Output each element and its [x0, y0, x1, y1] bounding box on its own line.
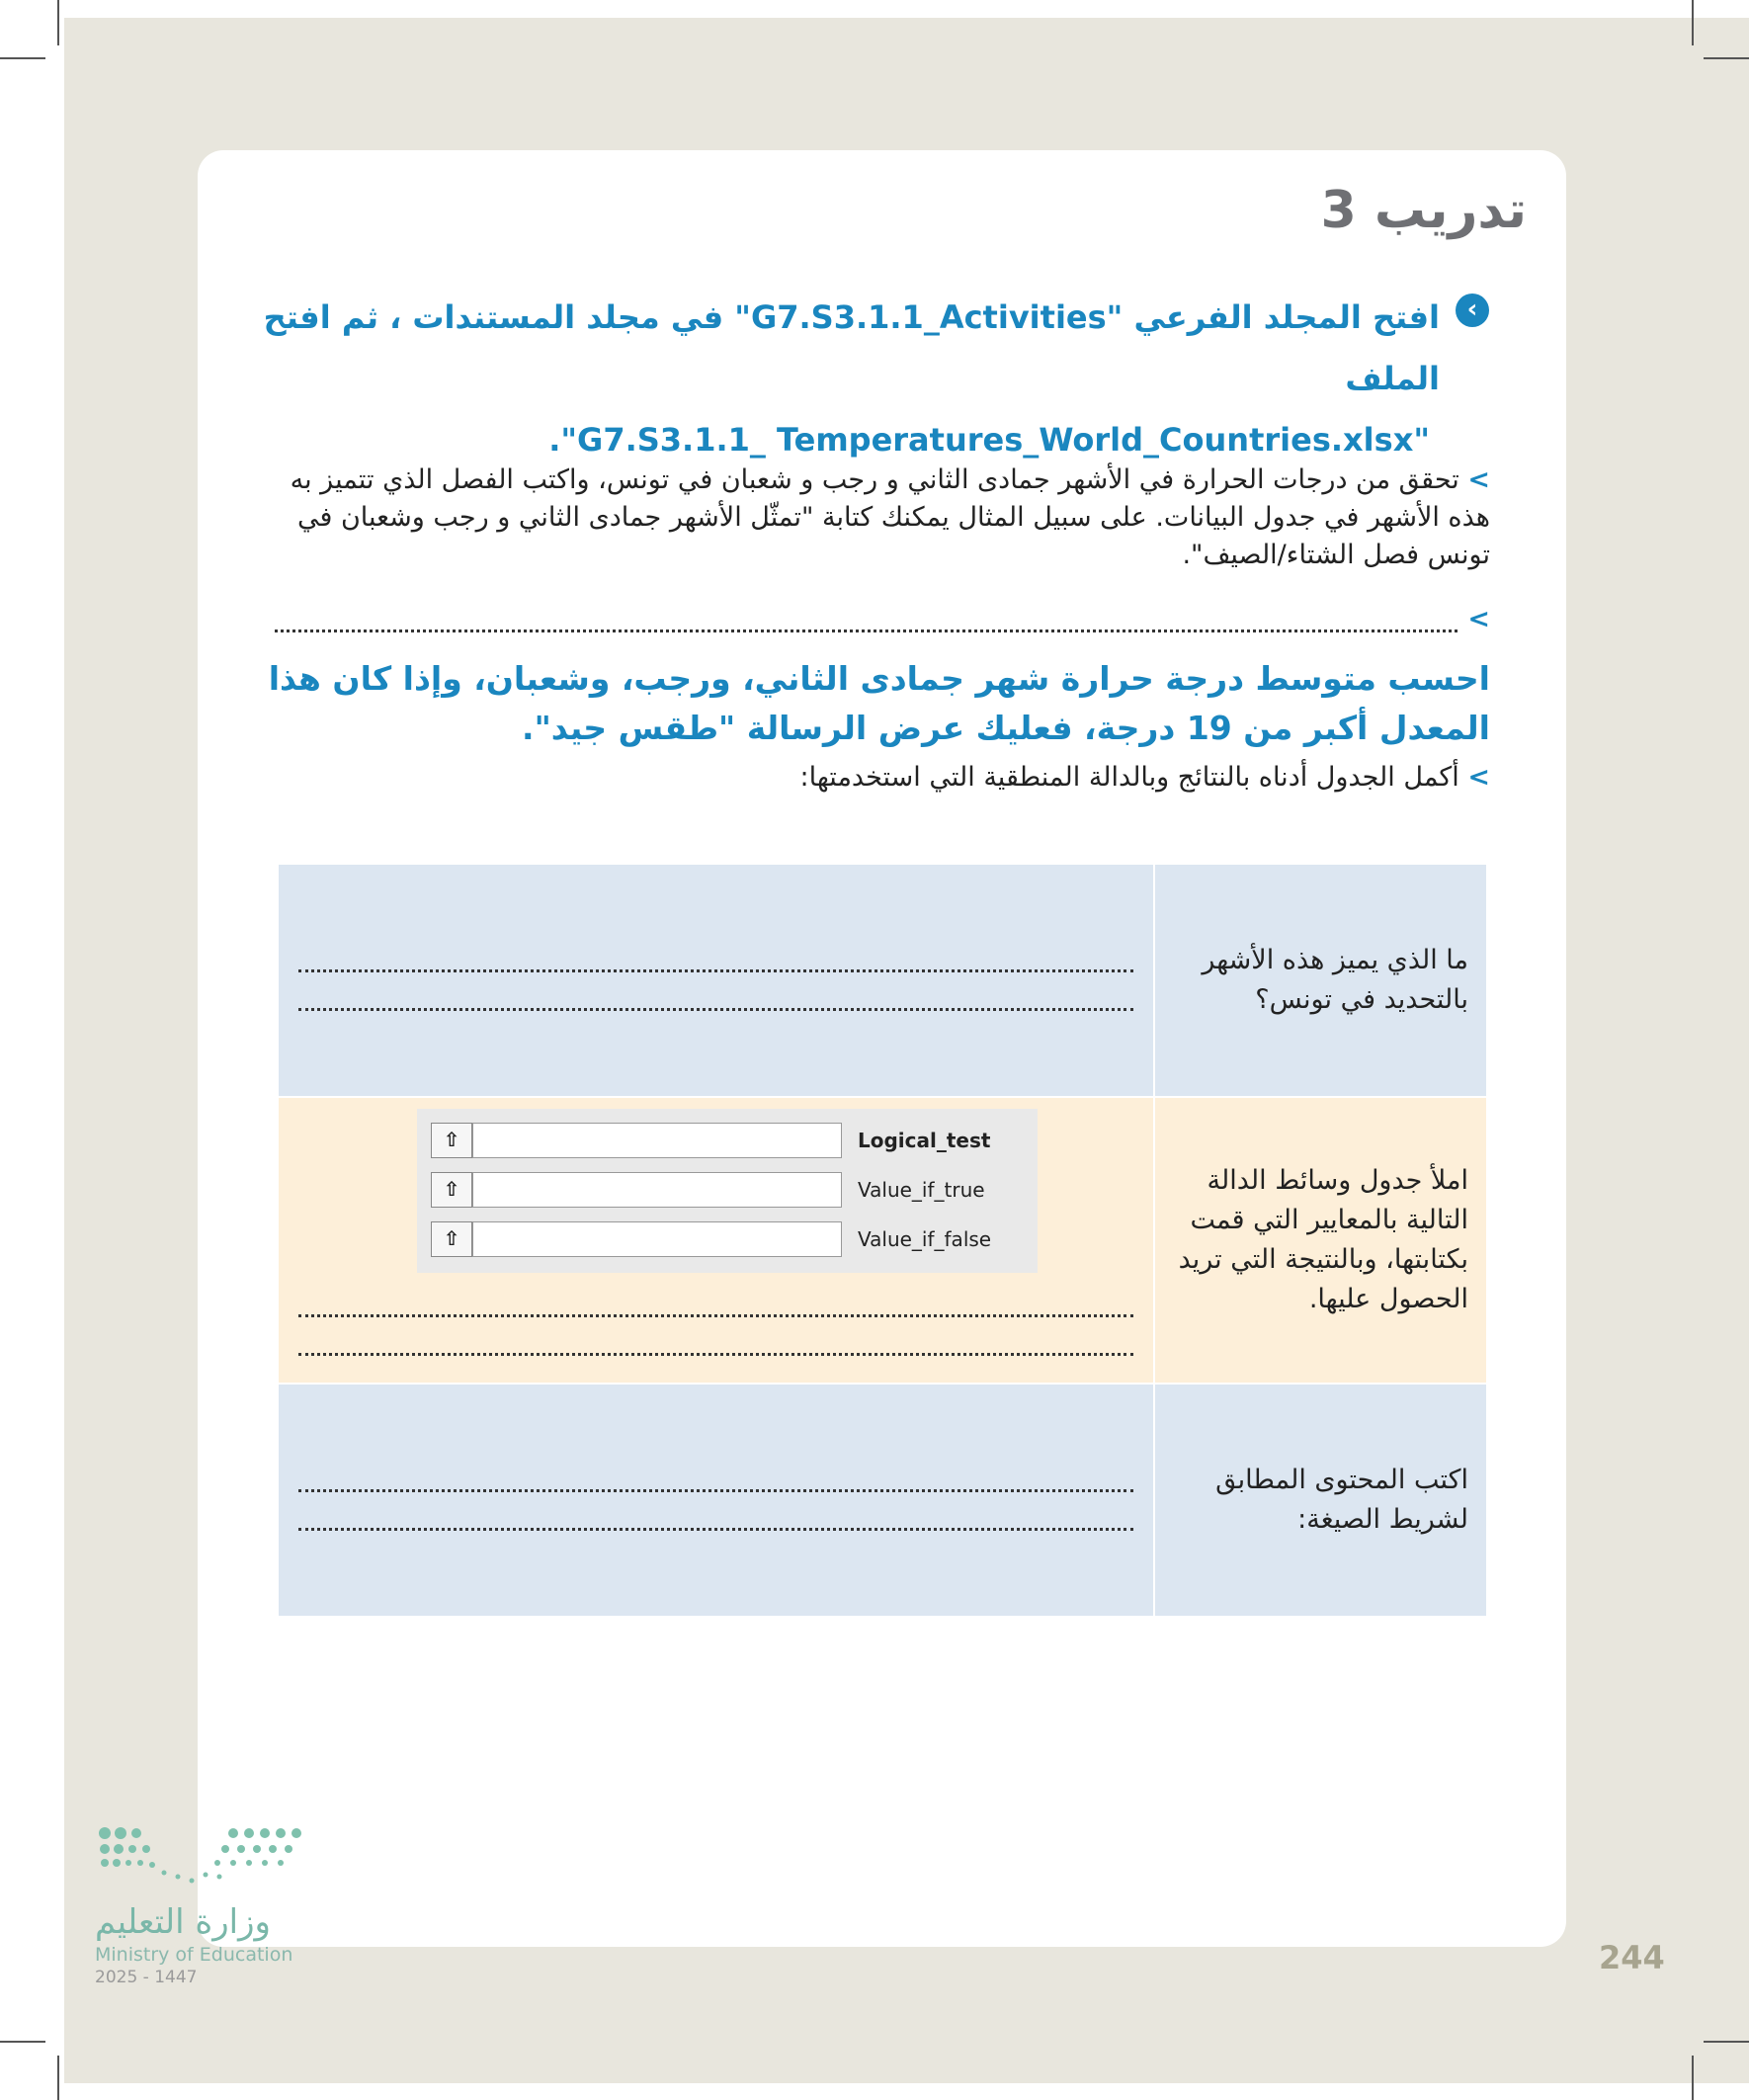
table-row: [278, 864, 1487, 1097]
crop-mark: [1692, 0, 1694, 45]
answer-cell[interactable]: [278, 1384, 1154, 1617]
question-cell: ما الذي يميز هذه الأشهر بالتحديد في تونس؟: [1154, 864, 1487, 1097]
crop-mark: [1704, 2041, 1749, 2043]
answer-line: [275, 601, 1490, 638]
crop-mark: [1704, 57, 1749, 59]
dotted-answer-line[interactable]: [298, 1508, 1133, 1531]
collapse-button[interactable]: ⇧: [431, 1123, 472, 1158]
function-arguments-dialog: [417, 1109, 1038, 1273]
dots-logo-icon: [95, 1823, 312, 1892]
crop-mark: [0, 57, 45, 59]
task2-heading: احسب متوسط درجة حرارة شهر جمادى الثاني، ورجب، وشعبان، وإذا كان هذا المعدل أكبر من 19 درجة، فعليك عرض الرسالة "طقس جيد".: [268, 659, 1490, 747]
crop-mark: [57, 2056, 59, 2100]
dotted-answer-line[interactable]: [298, 1295, 1133, 1317]
answer-cell[interactable]: [278, 864, 1154, 1097]
dotted-answer-line[interactable]: [298, 1333, 1133, 1356]
question-cell: اكتب المحتوى المطابق لشريط الصيغة:: [1154, 1384, 1487, 1617]
dotted-answer-line[interactable]: [298, 950, 1133, 972]
crop-mark: [57, 0, 59, 45]
answer-dotted-field[interactable]: [275, 608, 1458, 632]
dialog-row: [431, 1121, 1024, 1160]
chevron-left-icon: ‹: [1456, 294, 1489, 327]
dialog-row: [431, 1219, 1024, 1259]
logical-test-input[interactable]: [472, 1123, 842, 1158]
ministry-name-ar: وزارة التعليم: [95, 1902, 271, 1942]
bullet-icon: >: [1467, 604, 1490, 634]
bullet-icon: >: [1467, 464, 1490, 495]
value-if-false-input[interactable]: [472, 1221, 842, 1257]
page-number: 244: [1599, 1939, 1665, 1976]
collapse-button[interactable]: ⇧: [431, 1221, 472, 1257]
question-cell: املأ جدول وسائط الدالة التالية بالمعايير التي قمت بكتابتها، وبالنتيجة التي تريد الحصول عليها.: [1154, 1097, 1487, 1384]
edition-year: 2025 - 1447: [95, 1968, 198, 1987]
crop-mark: [0, 2041, 45, 2043]
ministry-logo: [95, 1823, 312, 1987]
instruction: [203, 287, 1487, 470]
dotted-answer-line[interactable]: [298, 988, 1133, 1011]
task1-paragraph: [275, 462, 1490, 574]
task1-text: تحقق من درجات الحرارة في الأشهر جمادى الثاني و رجب و شعبان في تونس، واكتب الفصل الذي تتميز به هذه الأشهر في جدول البيانات. على سبيل المثال يمكنك كتابة "تمثّل الأشهر جمادى الثاني و رجب وشعبان في تونس فصل الشتاء/الصيف".: [290, 464, 1490, 570]
collapse-button[interactable]: ⇧: [431, 1172, 472, 1208]
dialog-row: [431, 1170, 1024, 1210]
ministry-name-en: Ministry of Education: [95, 1944, 293, 1966]
task2-subtext: أكمل الجدول أدناه بالنتائج وبالدالة المنطقية التي استخدمتها:: [799, 762, 1459, 793]
value-if-true-label: Value_if_true: [858, 1178, 985, 1202]
table-row: [278, 1097, 1487, 1384]
task2-subtext-line: [275, 759, 1490, 797]
instruction-line-2: "G7.S3.1.1_ Temperatures_World_Countries.xlsx".: [548, 421, 1430, 459]
value-if-false-label: Value_if_false: [858, 1227, 992, 1251]
page-title: تدريب 3: [1320, 181, 1527, 240]
logical-test-label: Logical_test: [858, 1129, 991, 1152]
table-row: [278, 1384, 1487, 1617]
bullet-icon: >: [1467, 762, 1490, 793]
answer-cell: [278, 1097, 1154, 1384]
instruction-line-1: افتح المجلد الفرعي "G7.S3.1.1_Activities" في مجلد المستندات ، ثم افتح الملف: [263, 298, 1440, 397]
answer-table: [277, 863, 1488, 1618]
crop-mark: [1692, 2056, 1694, 2100]
value-if-true-input[interactable]: [472, 1172, 842, 1208]
dotted-answer-line[interactable]: [298, 1470, 1133, 1492]
